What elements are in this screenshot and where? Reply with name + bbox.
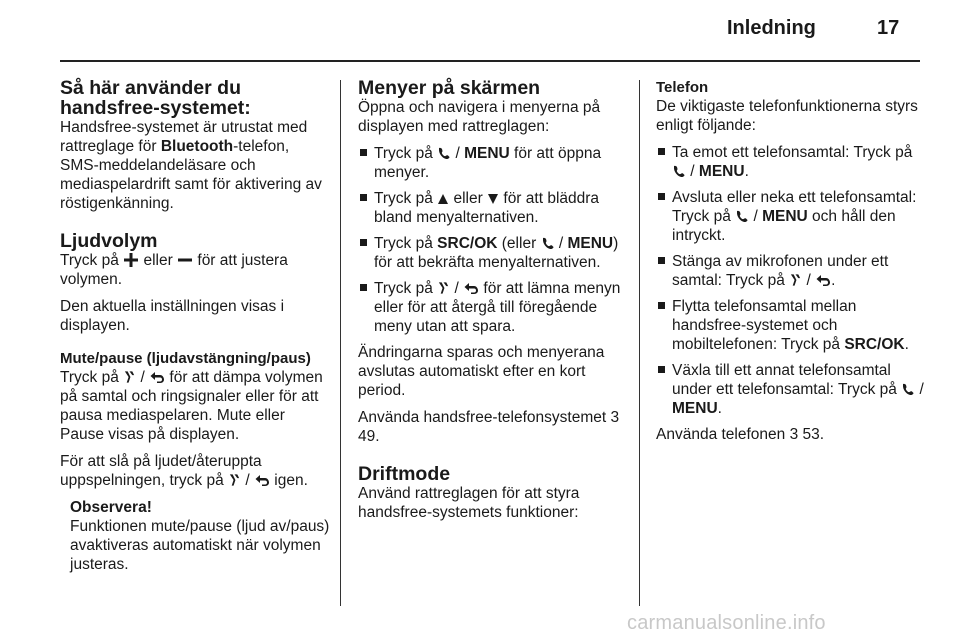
- bullet-icon: [658, 193, 665, 200]
- paragraph-volume-display: Den aktuella inställningen visas i displayen.: [60, 298, 285, 334]
- phone-handset-icon: [901, 382, 915, 396]
- paragraph-menus-intro: Öppna och navigera i menyerna på displayen med rattreglagen:: [358, 99, 601, 135]
- src-ok-term: SRC/OK: [844, 336, 905, 353]
- section-heading-mute: Mute/pause (ljudavstängning/paus): [60, 350, 311, 367]
- mute-icon: [228, 473, 241, 487]
- triangle-down-icon: [487, 193, 499, 205]
- column-divider: [340, 80, 341, 606]
- text: .: [831, 272, 836, 289]
- list-item: [656, 143, 928, 181]
- text: Tryck på: [374, 280, 438, 297]
- text: eller: [449, 190, 488, 207]
- plus-icon: [123, 253, 139, 267]
- menu-term: MENU: [672, 400, 718, 417]
- section-heading-volume: Ljudvolym: [60, 230, 158, 252]
- mute-icon: [123, 370, 136, 384]
- column-right: [656, 78, 928, 452]
- paragraph-mute: [60, 368, 332, 444]
- text: .: [744, 163, 749, 180]
- text: eller: [139, 252, 178, 269]
- text: och håll den intryckt.: [672, 208, 896, 244]
- list-item: [656, 188, 928, 245]
- section-heading-drift: Driftmode: [358, 463, 451, 485]
- bullet-icon: [658, 366, 665, 373]
- bluetooth-term: Bluetooth: [160, 138, 234, 155]
- menu-steps-list: [358, 144, 632, 336]
- menu-term: MENU: [464, 145, 510, 162]
- column-middle: [358, 78, 632, 530]
- page-reference: 49.: [358, 428, 380, 445]
- text: Stänga av mikrofonen under ett samtal: Tryck på: [672, 253, 889, 289]
- paragraph-use-phone: [656, 425, 928, 444]
- column-left: [60, 78, 332, 574]
- text: Tryck på: [60, 252, 124, 269]
- page-title: Inledning: [727, 17, 816, 39]
- text: Växla till ett annat telefonsamtal under ett telefonsamtal: Tryck på: [672, 362, 902, 398]
- phone-handset-icon: [672, 164, 686, 178]
- text: ) för att bekräfta menyalternativen.: [374, 235, 619, 271]
- page-header: [0, 0, 960, 62]
- text: /: [450, 280, 464, 297]
- note-text: Funktionen mute/pause (ljud av/paus) avaktiveras automatiskt när volymen justeras.: [70, 518, 330, 573]
- text: för att justera volymen.: [60, 252, 288, 288]
- paragraph-resume: [60, 452, 332, 490]
- text: Ta emot ett telefonsamtal: Tryck på: [672, 144, 913, 161]
- section-heading-telefon: Telefon: [656, 79, 709, 96]
- bullet-icon: [658, 148, 665, 155]
- page-reference-icon: 3: [610, 409, 620, 426]
- menu-term: MENU: [698, 163, 745, 180]
- bullet-icon: [360, 284, 367, 291]
- list-item: [656, 361, 928, 418]
- text: .: [717, 400, 722, 417]
- list-item: [358, 189, 632, 227]
- text: Tryck på: [374, 190, 438, 207]
- text: för att bläddra bland menyalternativen.: [374, 190, 600, 226]
- text: (eller: [497, 235, 541, 252]
- text: för att dämpa volymen på samtal och ringsignaler eller för att pausa mediaspelaren. Mute eller Pause visas på displayen.: [60, 369, 323, 443]
- mute-icon: [437, 281, 450, 295]
- text: /: [241, 472, 254, 489]
- paragraph-drift: Använd rattreglagen för att styra handsfree-systemets funktioner:: [358, 485, 580, 521]
- triangle-up-icon: [437, 193, 449, 205]
- list-item: [656, 252, 928, 290]
- text: Använda telefonen: [656, 426, 790, 443]
- phone-handset-icon: [735, 209, 749, 223]
- list-item: [358, 144, 632, 182]
- page-reference-icon: 3: [789, 426, 799, 443]
- paragraph-use-handsfree: [358, 408, 632, 446]
- text: Tryck på: [60, 369, 124, 386]
- menu-term: MENU: [567, 235, 614, 252]
- text: Tryck på: [374, 235, 438, 252]
- page-number: 17: [877, 17, 900, 39]
- bullet-icon: [658, 257, 665, 264]
- header-divider: [60, 60, 920, 62]
- text: Avsluta eller neka ett telefonsamtal: Tryck på: [672, 189, 917, 225]
- text: /: [136, 369, 150, 386]
- minus-icon: [177, 253, 193, 267]
- section-heading-menus: Menyer på skärmen: [358, 77, 541, 99]
- list-item: [358, 234, 632, 272]
- bullet-icon: [360, 239, 367, 246]
- phone-handset-icon: [437, 146, 451, 160]
- text: -telefon, SMS-meddelandeläsare och mediaspelardrift samt för aktivering av röstigenkänning.: [60, 138, 322, 212]
- text: /: [802, 272, 816, 289]
- watermark-text: carmanualsonline.info: [627, 612, 826, 634]
- bullet-icon: [360, 194, 367, 201]
- text: För att slå på ljudet/återuppta uppspelningen, tryck på: [60, 453, 262, 489]
- bullet-icon: [360, 149, 367, 156]
- telefon-functions-list: [656, 143, 928, 418]
- list-item: [656, 297, 928, 354]
- text: igen.: [269, 472, 308, 489]
- menu-term: MENU: [762, 208, 808, 225]
- column-divider: [639, 80, 640, 606]
- text: för att öppna menyer.: [374, 145, 602, 181]
- paragraph-intro: [60, 118, 332, 213]
- note-title: Observera!: [70, 499, 152, 516]
- text: Handsfree-systemet är utrustat med rattreglage för: [60, 119, 308, 155]
- text: /: [686, 163, 699, 180]
- text: /: [915, 381, 924, 398]
- note-box: [60, 498, 332, 574]
- page-reference: 53.: [798, 426, 825, 443]
- paragraph-changes: Ändringarna sparas och menyerana avslutas automatiskt efter en kort period.: [358, 344, 605, 399]
- paragraph-telefon-intro: De viktigaste telefonfunktionerna styrs enligt följande:: [656, 98, 918, 134]
- mute-icon: [789, 273, 802, 287]
- phone-handset-icon: [541, 236, 555, 250]
- text: .: [904, 336, 909, 353]
- back-arrow-icon: [254, 473, 270, 487]
- back-arrow-icon: [149, 370, 165, 384]
- text: /: [749, 208, 763, 225]
- text: /: [451, 145, 465, 162]
- paragraph-volume: [60, 251, 332, 289]
- text: /: [554, 235, 568, 252]
- text: för att lämna menyn eller för att återgå till föregående meny utan att spara.: [374, 280, 621, 335]
- list-item: [358, 279, 632, 336]
- src-ok-term: SRC/OK: [437, 235, 498, 252]
- bullet-icon: [658, 302, 665, 309]
- text: Tryck på: [374, 145, 438, 162]
- section-heading-usage: Så här använder du handsfree-systemet:: [60, 77, 251, 119]
- text: Använda handsfree-telefonsystemet: [358, 409, 611, 426]
- back-arrow-icon: [463, 281, 479, 295]
- text: Flytta telefonsamtal mellan handsfree-systemet och mobiltelefonen: Tryck på: [672, 298, 857, 353]
- back-arrow-icon: [815, 273, 831, 287]
